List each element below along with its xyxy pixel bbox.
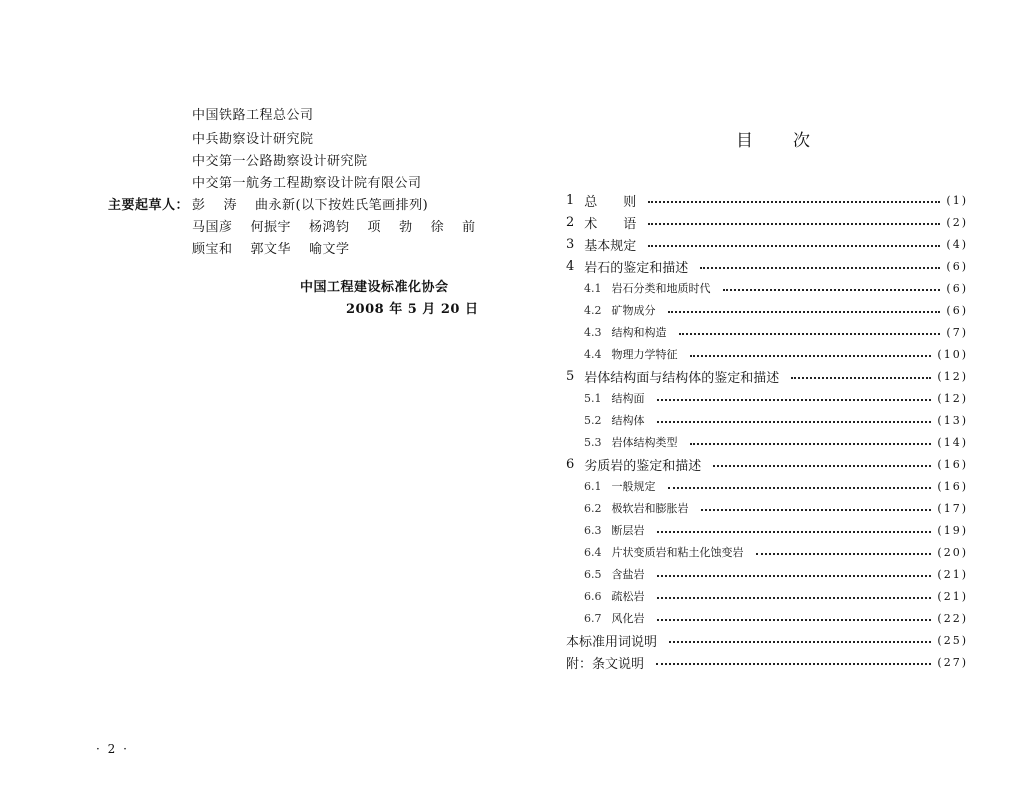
toc-entry	[566, 279, 968, 297]
toc-entry	[566, 301, 968, 319]
toc-entry-title: 疏松岩	[611, 590, 645, 603]
toc-entry	[566, 521, 968, 539]
toc-entry-title: 极软岩和膨胀岩	[611, 502, 689, 515]
toc-entry	[566, 191, 968, 209]
toc-leader-dots	[791, 377, 931, 379]
issue-date: 2008 年 5 月 20 日	[346, 302, 479, 317]
toc-leader-dots	[713, 465, 931, 467]
toc-entry-number: 6.4	[584, 545, 602, 559]
drafters-label: 主要起草人：	[108, 198, 190, 213]
toc-entry-page: (21)	[937, 589, 968, 603]
toc-entry-page: (12)	[937, 369, 968, 383]
toc-entry-page: (6)	[946, 259, 968, 273]
toc-entry	[566, 411, 968, 429]
toc-entry	[566, 477, 968, 495]
toc-entry	[566, 389, 968, 407]
toc-entry-number: 4.2	[584, 303, 602, 317]
toc-entry-title: 矿物成分	[611, 304, 656, 317]
page-number: · 2 ·	[96, 742, 129, 756]
toc-entry-title: 岩体结构面与结构体的鉴定和描述	[584, 370, 780, 386]
association-name: 中国工程建设标准化协会	[300, 280, 449, 295]
drafter-name: 曲永新(以下按姓氏笔画排列)	[255, 198, 429, 213]
organization-3: 中交第一公路勘察设计研究院	[192, 154, 368, 169]
toc-leader-dots	[679, 333, 941, 335]
toc-entry-title: 岩石分类和地质时代	[611, 282, 711, 295]
toc-entry-title: 劣质岩的鉴定和描述	[584, 458, 702, 474]
toc-entry-title: 一般规定	[611, 480, 656, 493]
toc-entry	[566, 587, 968, 605]
toc-entry	[566, 257, 968, 275]
toc-leader-dots	[701, 509, 932, 511]
toc-entry-number: 6.1	[584, 479, 602, 493]
toc-entry	[566, 565, 968, 583]
toc-entry-number: 6.6	[584, 589, 602, 603]
toc-entry-title: 结构和构造	[611, 326, 667, 339]
toc-entry-title: 附：条文说明	[566, 656, 645, 672]
toc-leader-dots	[657, 399, 932, 401]
toc-entry-number: 5.3	[584, 435, 602, 449]
toc-entry-title: 岩体结构类型	[611, 436, 678, 449]
drafter-name: 郭文华	[250, 242, 292, 257]
drafter-name: 彭	[192, 198, 206, 213]
toc-entry	[566, 367, 968, 385]
toc-leader-dots	[656, 663, 931, 665]
toc-entry-page: (6)	[946, 303, 968, 317]
toc-title: 目 次	[736, 131, 812, 151]
toc-leader-dots	[700, 267, 940, 269]
toc-entry	[566, 631, 968, 649]
toc-entry-page: (1)	[946, 193, 968, 207]
toc-entry-page: (14)	[937, 435, 968, 449]
toc-leader-dots	[756, 553, 932, 555]
toc-leader-dots	[657, 619, 932, 621]
toc-leader-dots	[690, 355, 932, 357]
toc-entry-page: (16)	[937, 479, 968, 493]
toc-entry-number: 6.3	[584, 523, 602, 537]
organization-2: 中兵勘察设计研究院	[192, 132, 314, 147]
organization-4: 中交第一航务工程勘察设计院有限公司	[192, 176, 422, 191]
toc-leader-dots	[657, 575, 932, 577]
organization-1: 中国铁路工程总公司	[192, 108, 314, 123]
toc-leader-dots	[668, 487, 932, 489]
toc-entry-page: (16)	[937, 457, 968, 471]
toc-entry-page: (21)	[937, 567, 968, 581]
toc-leader-dots	[648, 201, 940, 203]
drafters-line-3	[192, 238, 368, 257]
toc-entry	[566, 455, 968, 473]
drafter-name: 杨鸿钧	[309, 220, 350, 235]
drafter-name: 何振宇	[250, 220, 292, 235]
toc-entry	[566, 433, 968, 451]
drafter-name: 顾宝和	[192, 242, 233, 257]
toc-entry-number: 4.4	[584, 347, 602, 361]
toc-entry-number: 1	[566, 192, 575, 208]
toc-entry-number: 4	[566, 258, 575, 274]
toc-entry-number: 6.5	[584, 567, 602, 581]
drafter-name: 喻文学	[309, 242, 350, 257]
drafter-name: 勃	[399, 220, 413, 235]
toc-leader-dots	[723, 289, 941, 291]
toc-entry-number: 5.1	[584, 391, 602, 405]
toc-entry-page: (22)	[937, 611, 968, 625]
toc-entry-page: (2)	[946, 215, 968, 229]
toc-entry-title: 总 则	[584, 194, 637, 210]
toc-entry	[566, 213, 968, 231]
drafter-name: 马国彦	[192, 220, 233, 235]
toc-leader-dots	[668, 311, 941, 313]
drafter-name: 徐	[430, 220, 445, 235]
toc-entry-page: (17)	[937, 501, 968, 515]
toc-entry-title: 结构体	[611, 414, 645, 427]
toc-entry-title: 岩石的鉴定和描述	[584, 260, 689, 276]
toc-entry-page: (10)	[937, 347, 968, 361]
toc-entry-number: 6.7	[584, 611, 602, 625]
toc-entry-title: 物理力学特征	[611, 348, 678, 361]
toc-leader-dots	[648, 223, 940, 225]
toc-leader-dots	[657, 531, 932, 533]
toc-leader-dots	[669, 641, 931, 643]
toc-entry-page: (27)	[937, 655, 968, 669]
toc-entry-number: 5.2	[584, 413, 602, 427]
drafter-name: 项	[367, 220, 382, 235]
toc-entry-page: (6)	[946, 281, 968, 295]
toc-entry-number: 6	[566, 456, 575, 472]
toc-entry-page: (25)	[937, 633, 968, 647]
toc-entry	[566, 499, 968, 517]
drafters-line-1	[192, 194, 446, 213]
toc-entry-title: 风化岩	[611, 612, 645, 625]
toc-entry-number: 6.2	[584, 501, 602, 515]
toc-entry-page: (12)	[937, 391, 968, 405]
toc-entry	[566, 345, 968, 363]
toc-entry-title: 含盐岩	[611, 568, 645, 581]
toc-leader-dots	[690, 443, 932, 445]
toc-entry	[566, 543, 968, 561]
toc-entry-page: (20)	[937, 545, 968, 559]
toc-entry-number: 5	[566, 368, 575, 384]
drafters-line-2	[192, 216, 494, 235]
toc-entry-title: 片状变质岩和粘土化蚀变岩	[611, 546, 744, 559]
drafter-name: 涛	[223, 198, 238, 213]
toc-entry-title: 术 语	[584, 216, 637, 232]
toc-leader-dots	[648, 245, 940, 247]
toc-entry	[566, 609, 968, 627]
drafter-name: 前	[462, 220, 476, 235]
toc-entry-number: 3	[566, 236, 575, 252]
toc-entry	[566, 323, 968, 341]
toc-entry-title: 基本规定	[584, 238, 637, 254]
toc-entry	[566, 235, 968, 253]
toc-entry	[566, 653, 968, 671]
toc-entry-number: 4.3	[584, 325, 602, 339]
toc-leader-dots	[657, 597, 932, 599]
toc-entry-page: (7)	[946, 325, 968, 339]
toc-entry-number: 4.1	[584, 281, 602, 295]
toc-entry-title: 结构面	[611, 392, 645, 405]
toc-entry-page: (13)	[937, 413, 968, 427]
toc-entry-number: 2	[566, 214, 575, 230]
toc-entry-page: (4)	[946, 237, 968, 251]
toc-entry-title: 断层岩	[611, 524, 645, 537]
toc-leader-dots	[657, 421, 932, 423]
toc-entry-title: 本标准用词说明	[566, 634, 658, 650]
toc-entry-page: (19)	[937, 523, 968, 537]
